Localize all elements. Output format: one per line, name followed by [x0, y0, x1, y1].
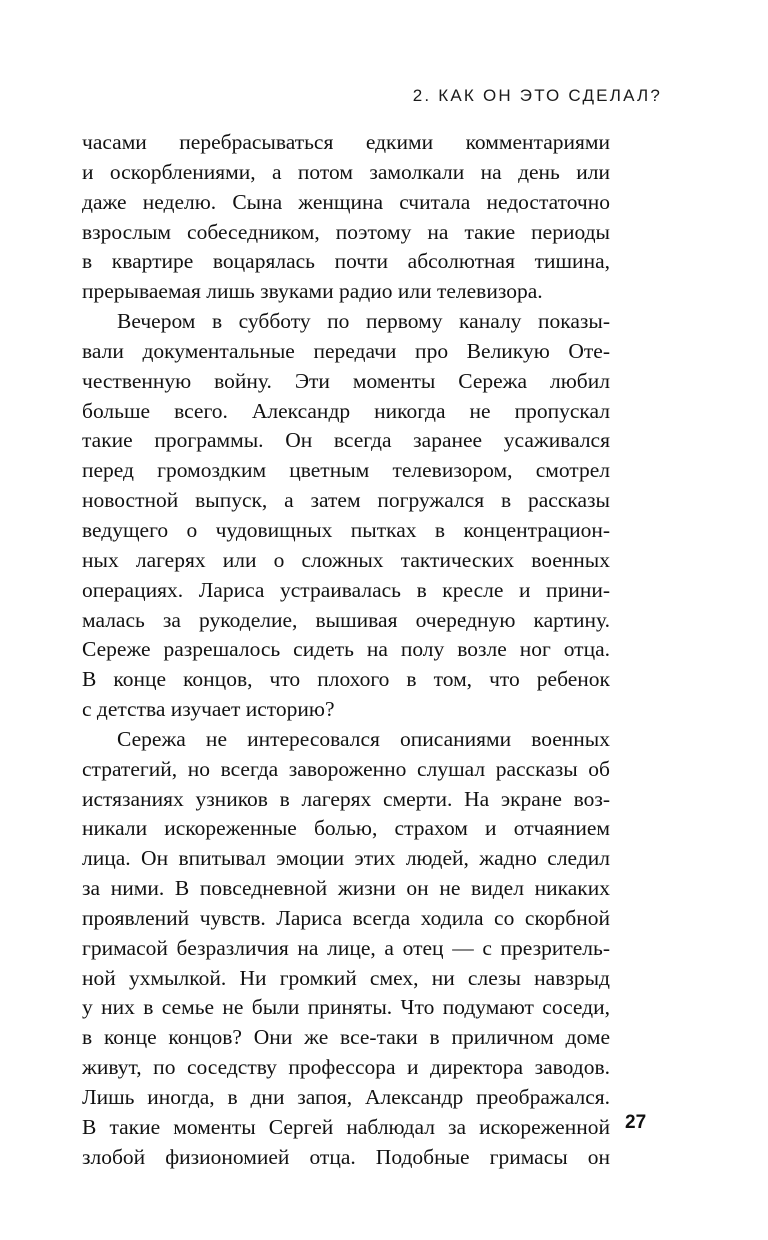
text-line: стратегий, но всегда завороженно слушал рассказы об: [82, 756, 610, 781]
text-line: чественную войну. Эти моменты Сережа любил: [82, 368, 610, 393]
text-line: часами перебрасываться едкими комментариями: [82, 130, 610, 154]
text-line: Лишь иногда, в дни запоя, Александр преображался.: [82, 1085, 610, 1109]
text-line: такие программы. Он всегда заранее усаживался: [82, 428, 610, 453]
text-line: больше всего. Александр никогда не пропускал: [82, 398, 610, 423]
paragraph-start-line: Вечером в субботу по первому каналу показы-: [117, 309, 610, 334]
text-line: Сереже разрешалось сидеть на полу возле ног отца.: [82, 637, 610, 662]
text-line: взрослым собеседником, поэтому на такие периоды: [82, 219, 610, 244]
text-line: даже неделю. Сына женщина считала недостаточно: [82, 189, 610, 214]
text-line: лица. Он впитывал эмоции этих людей, жадно следил: [82, 846, 610, 871]
text-line: у них в семье не были приняты. Что подумают соседи,: [82, 995, 610, 1020]
text-line: в квартире воцарялась почти абсолютная тишина,: [82, 249, 610, 274]
running-header: 2. КАК ОН ЭТО СДЕЛАЛ?: [412, 86, 662, 105]
text-line: ведущего о чудовищных пытках в концентрацион-: [82, 517, 610, 542]
text-line: В конце концов, что плохого в том, что ребенок: [82, 667, 610, 692]
text-line: вали документальные передачи про Великую Оте-: [82, 338, 610, 363]
paragraph-start-line: Сережа не интересовался описаниями военных: [117, 726, 610, 751]
text-line: прерываемая лишь звуками радио или телевизора.: [82, 279, 543, 304]
text-line: никали искореженные болью, страхом и отчаянием: [82, 816, 610, 841]
body-text: [82, 128, 610, 1173]
text-line: в конце концов? Они же все-таки в приличном доме: [82, 1025, 610, 1050]
text-line: перед громоздким цветным телевизором, смотрел: [82, 458, 610, 483]
text-line: ной ухмылкой. Ни громкий смех, ни слезы навзрыд: [82, 965, 610, 990]
text-line: операциях. Лариса устраивалась в кресле и прини-: [82, 577, 610, 602]
text-line: истязаниях узников в лагерях смерти. На экране воз-: [82, 786, 610, 811]
text-line: злобой физиономией отца. Подобные гримасы он: [82, 1144, 610, 1169]
text-line: гримасой безразличия на лице, а отец — с презритель-: [82, 935, 610, 960]
text-line: В такие моменты Сергей наблюдал за искореженной: [82, 1114, 610, 1139]
text-line: и оскорблениями, а потом замолкали на день или: [82, 159, 610, 184]
text-line: малась за рукоделие, вышивая очередную картину.: [82, 607, 610, 632]
page-number: 27: [625, 1112, 647, 1133]
text-line: новостной выпуск, а затем погружался в рассказы: [82, 488, 610, 513]
text-line: за ними. В повседневной жизни он не видел никаких: [82, 876, 610, 901]
text-line: проявлений чувств. Лариса всегда ходила со скорбной: [82, 905, 610, 930]
text-line: живут, по соседству профессора и директора заводов.: [82, 1055, 610, 1080]
text-line: ных лагерях или о сложных тактических военных: [82, 547, 610, 572]
text-line: с детства изучает историю?: [82, 697, 335, 722]
